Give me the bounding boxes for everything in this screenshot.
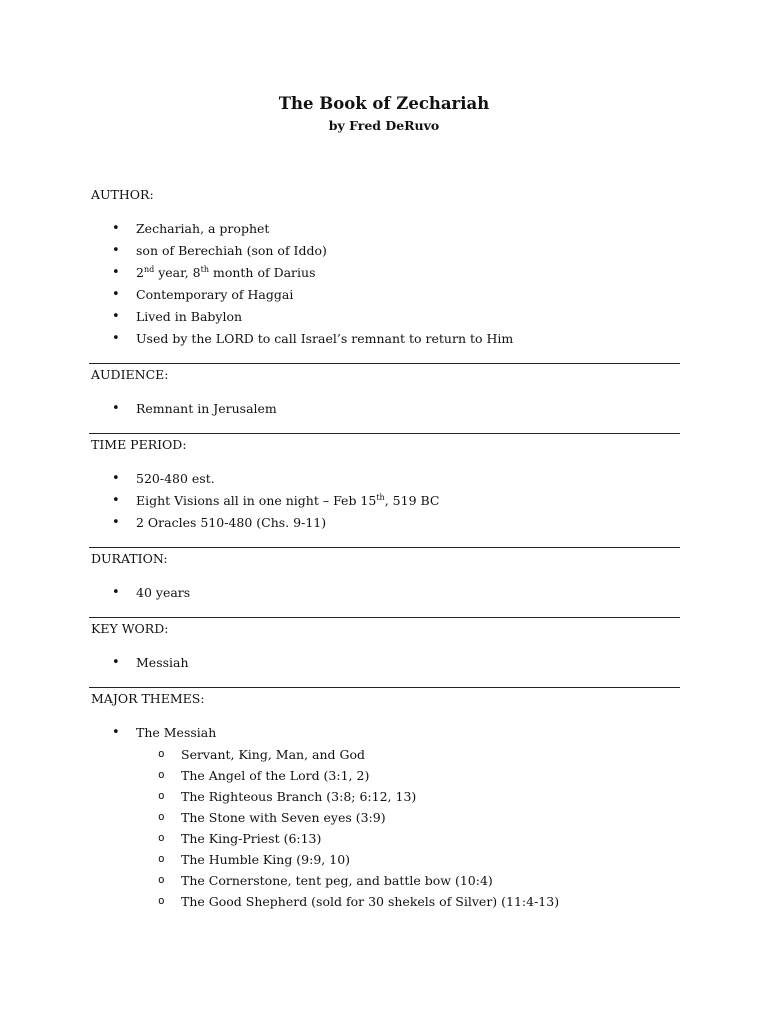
section-heading-time-period: TIME PERIOD: — [91, 437, 187, 452]
section-divider — [89, 363, 680, 364]
sub-list-item: o Servant, King, Man, and God — [181, 746, 365, 764]
list-item: • The Messiah — [136, 724, 216, 742]
list-item-text: Eight Visions all in one night – Feb 15 — [136, 493, 377, 508]
list-item: • 40 years — [136, 584, 190, 602]
list-item-text: 2 — [136, 265, 144, 280]
list-item: • son of Berechiah (son of Iddo) — [136, 242, 327, 260]
sub-list-item: o The Cornerstone, tent peg, and battle bow (10:4) — [181, 872, 493, 890]
section-divider — [89, 547, 680, 548]
superscript: nd — [143, 265, 155, 274]
list-item: • Messiah — [136, 654, 189, 672]
sub-list-item: o The Angel of the Lord (3:1, 2) — [181, 767, 369, 785]
list-item-text: , 519 BC — [384, 493, 440, 508]
section-heading-author: AUTHOR: — [91, 187, 154, 202]
sub-list-item: o The Righteous Branch (3:8; 6:12, 13) — [181, 788, 416, 806]
list-item: • Contemporary of Haggai — [136, 286, 293, 304]
list-item: • Used by the LORD to call Israel’s remnant to return to Him — [136, 330, 513, 348]
document-subtitle: by Fred DeRuvo — [328, 118, 440, 133]
list-item — [136, 264, 316, 282]
sub-list-item: o The Stone with Seven eyes (3:9) — [181, 809, 386, 827]
list-item: • Lived in Babylon — [136, 308, 242, 326]
list-item: • Remnant in Jerusalem — [136, 400, 277, 418]
sub-list-item: o The Good Shepherd (sold for 30 shekels of Silver) (11:4-13) — [181, 893, 559, 911]
section-heading-major-themes: MAJOR THEMES: — [91, 691, 205, 706]
section-heading-duration: DURATION: — [91, 551, 168, 566]
sub-list-item: o The King-Priest (6:13) — [181, 830, 321, 848]
list-item: • 2 Oracles 510-480 (Chs. 9-11) — [136, 514, 326, 532]
superscript: th — [200, 265, 209, 274]
section-divider — [89, 617, 680, 618]
list-item: • Zechariah, a prophet — [136, 220, 269, 238]
section-heading-audience: AUDIENCE: — [91, 367, 169, 382]
list-item-text: year, 8 — [154, 265, 201, 280]
section-divider — [89, 433, 680, 434]
list-item: • 520-480 est. — [136, 470, 215, 488]
section-heading-key-word: KEY WORD: — [91, 621, 169, 636]
document-title: The Book of Zechariah — [278, 94, 490, 113]
superscript: th — [376, 493, 385, 502]
sub-list-item: o The Humble King (9:9, 10) — [181, 851, 350, 869]
section-divider — [89, 687, 680, 688]
list-item — [136, 492, 439, 510]
list-item-text: month of Darius — [209, 265, 316, 280]
